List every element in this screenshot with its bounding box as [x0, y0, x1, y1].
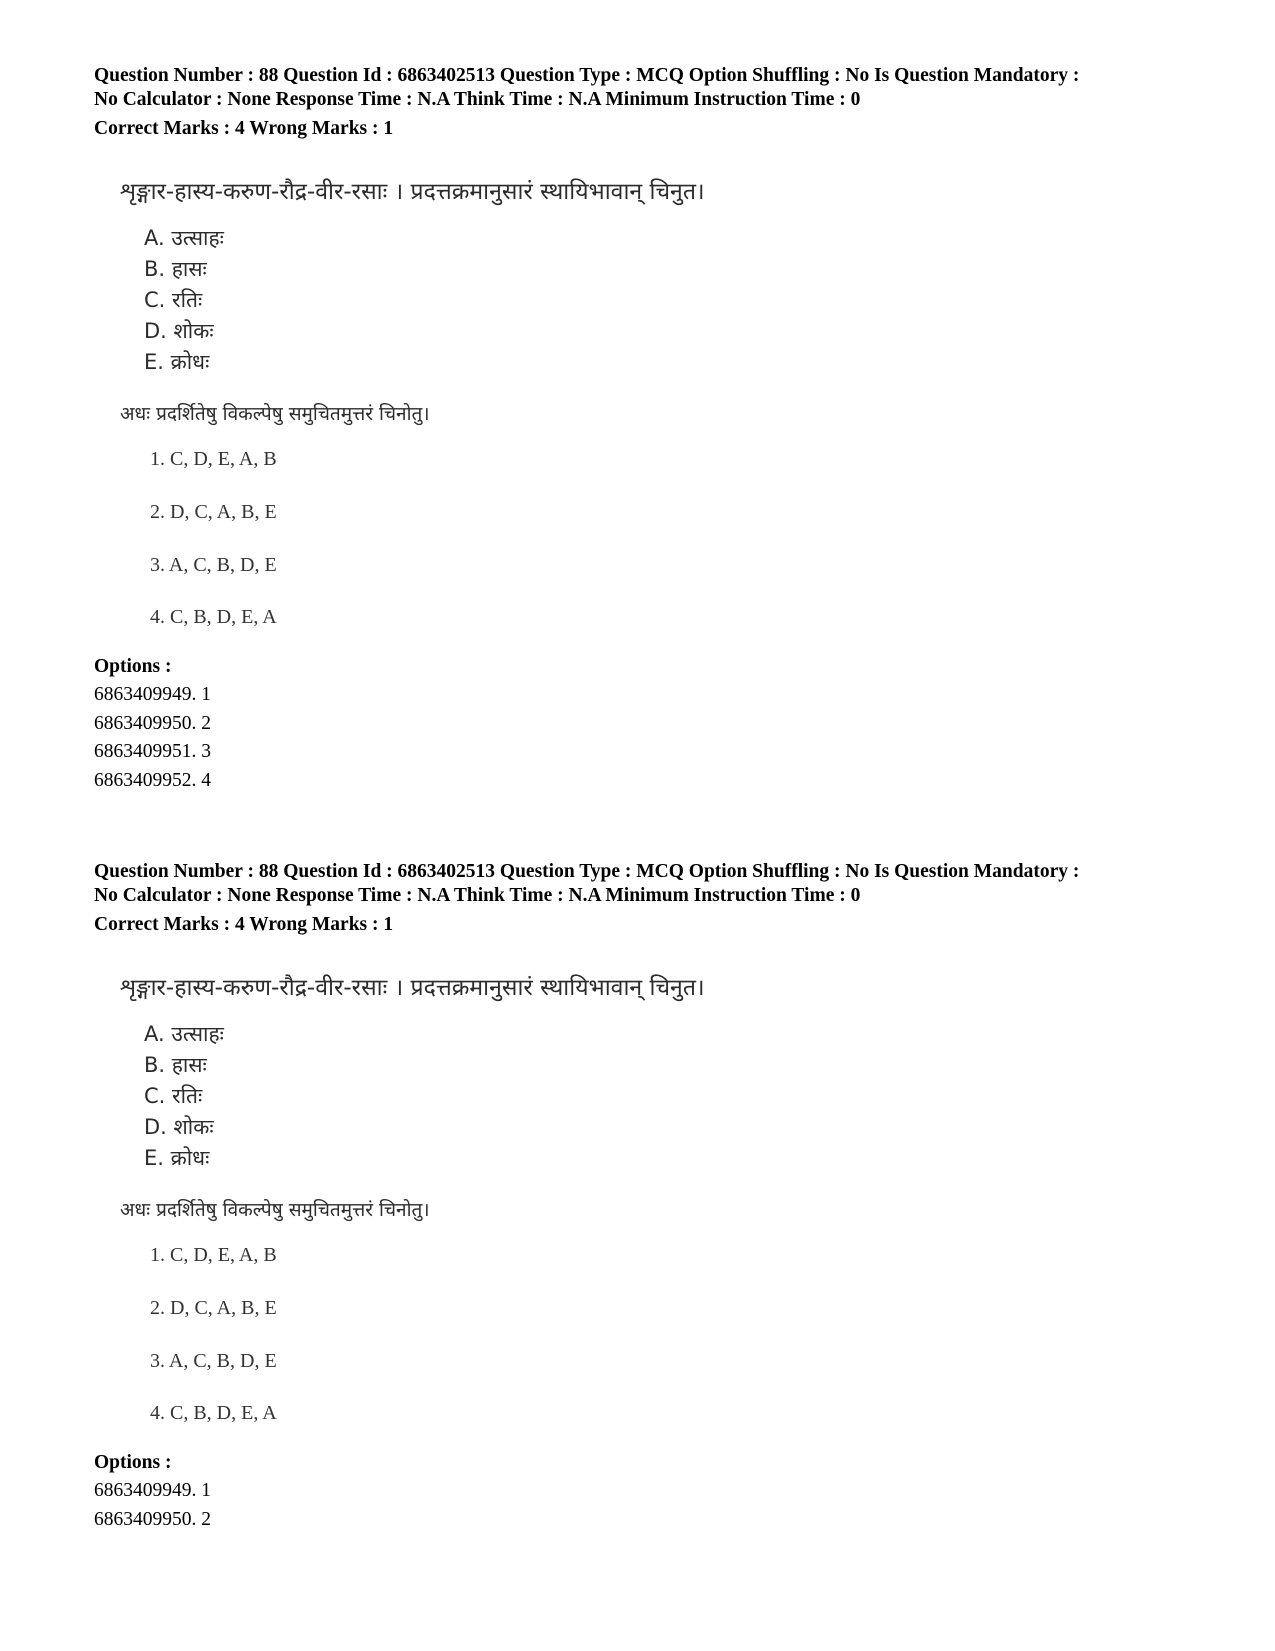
list-item: E. क्रोधः: [144, 350, 210, 374]
option-entry: 6863409949. 1: [94, 684, 211, 705]
list-item: D. शोकः: [144, 319, 214, 343]
list-item: A. उत्साहः: [144, 1022, 224, 1046]
meta-line: Question Number : 88 Question Id : 6863402513 Question Type : MCQ Option Shuffling : No Is Question Mandatory :: [94, 861, 1080, 882]
question-meta: [94, 64, 1214, 141]
marks-line: Correct Marks : 4 Wrong Marks : 1: [94, 118, 394, 139]
meta-line: No Calculator : None Response Time : N.A Think Time : N.A Minimum Instruction Time : 0: [94, 89, 861, 110]
options-heading: Options :: [94, 656, 172, 677]
instruction-text: अधः प्रदर्शितेषु विकल्पेषु समुचितमुत्तरं चिनोतु।: [120, 1199, 430, 1221]
answer-choice: 1. C, D, E, A, B: [150, 448, 277, 470]
option-entry: 6863409952. 4: [94, 770, 211, 791]
list-item: E. क्रोधः: [144, 1146, 210, 1170]
answer-choice: 4. C, B, D, E, A: [150, 1402, 277, 1424]
answer-choice: 3. A, C, B, D, E: [150, 554, 277, 576]
list-item: B. हासः: [144, 257, 207, 281]
meta-line: Question Number : 88 Question Id : 6863402513 Question Type : MCQ Option Shuffling : No Is Question Mandatory :: [94, 65, 1080, 86]
question-meta: [94, 860, 1214, 937]
option-entry: 6863409950. 2: [94, 713, 211, 734]
option-entry: 6863409950. 2: [94, 1509, 211, 1530]
instruction-text: अधः प्रदर्शितेषु विकल्पेषु समुचितमुत्तरं चिनोतु।: [120, 403, 430, 425]
answer-choice: 2. D, C, A, B, E: [150, 501, 277, 523]
question-block: [94, 64, 1214, 824]
list-item: B. हासः: [144, 1053, 207, 1077]
question-stem: शृङ्गार-हास्य-करुण-रौद्र-वीर-रसाः । प्रदत्तक्रमानुसारं स्थायिभावान् चिनुत।: [120, 975, 705, 1001]
list-item: C. रतिः: [144, 288, 203, 312]
list-item: C. रतिः: [144, 1084, 203, 1108]
options-heading: Options :: [94, 1452, 172, 1473]
answer-choice: 1. C, D, E, A, B: [150, 1244, 277, 1266]
marks-line: Correct Marks : 4 Wrong Marks : 1: [94, 914, 394, 935]
answer-choice: 2. D, C, A, B, E: [150, 1297, 277, 1319]
meta-line: No Calculator : None Response Time : N.A Think Time : N.A Minimum Instruction Time : 0: [94, 885, 861, 906]
list-item: A. उत्साहः: [144, 226, 224, 250]
list-item: D. शोकः: [144, 1115, 214, 1139]
answer-choice: 4. C, B, D, E, A: [150, 606, 277, 628]
option-entry: 6863409951. 3: [94, 741, 211, 762]
option-entry: 6863409949. 1: [94, 1480, 211, 1501]
question-stem: शृङ्गार-हास्य-करुण-रौद्र-वीर-रसाः । प्रदत्तक्रमानुसारं स्थायिभावान् चिनुत।: [120, 179, 705, 205]
answer-choice: 3. A, C, B, D, E: [150, 1350, 277, 1372]
question-block: [94, 860, 1214, 1560]
